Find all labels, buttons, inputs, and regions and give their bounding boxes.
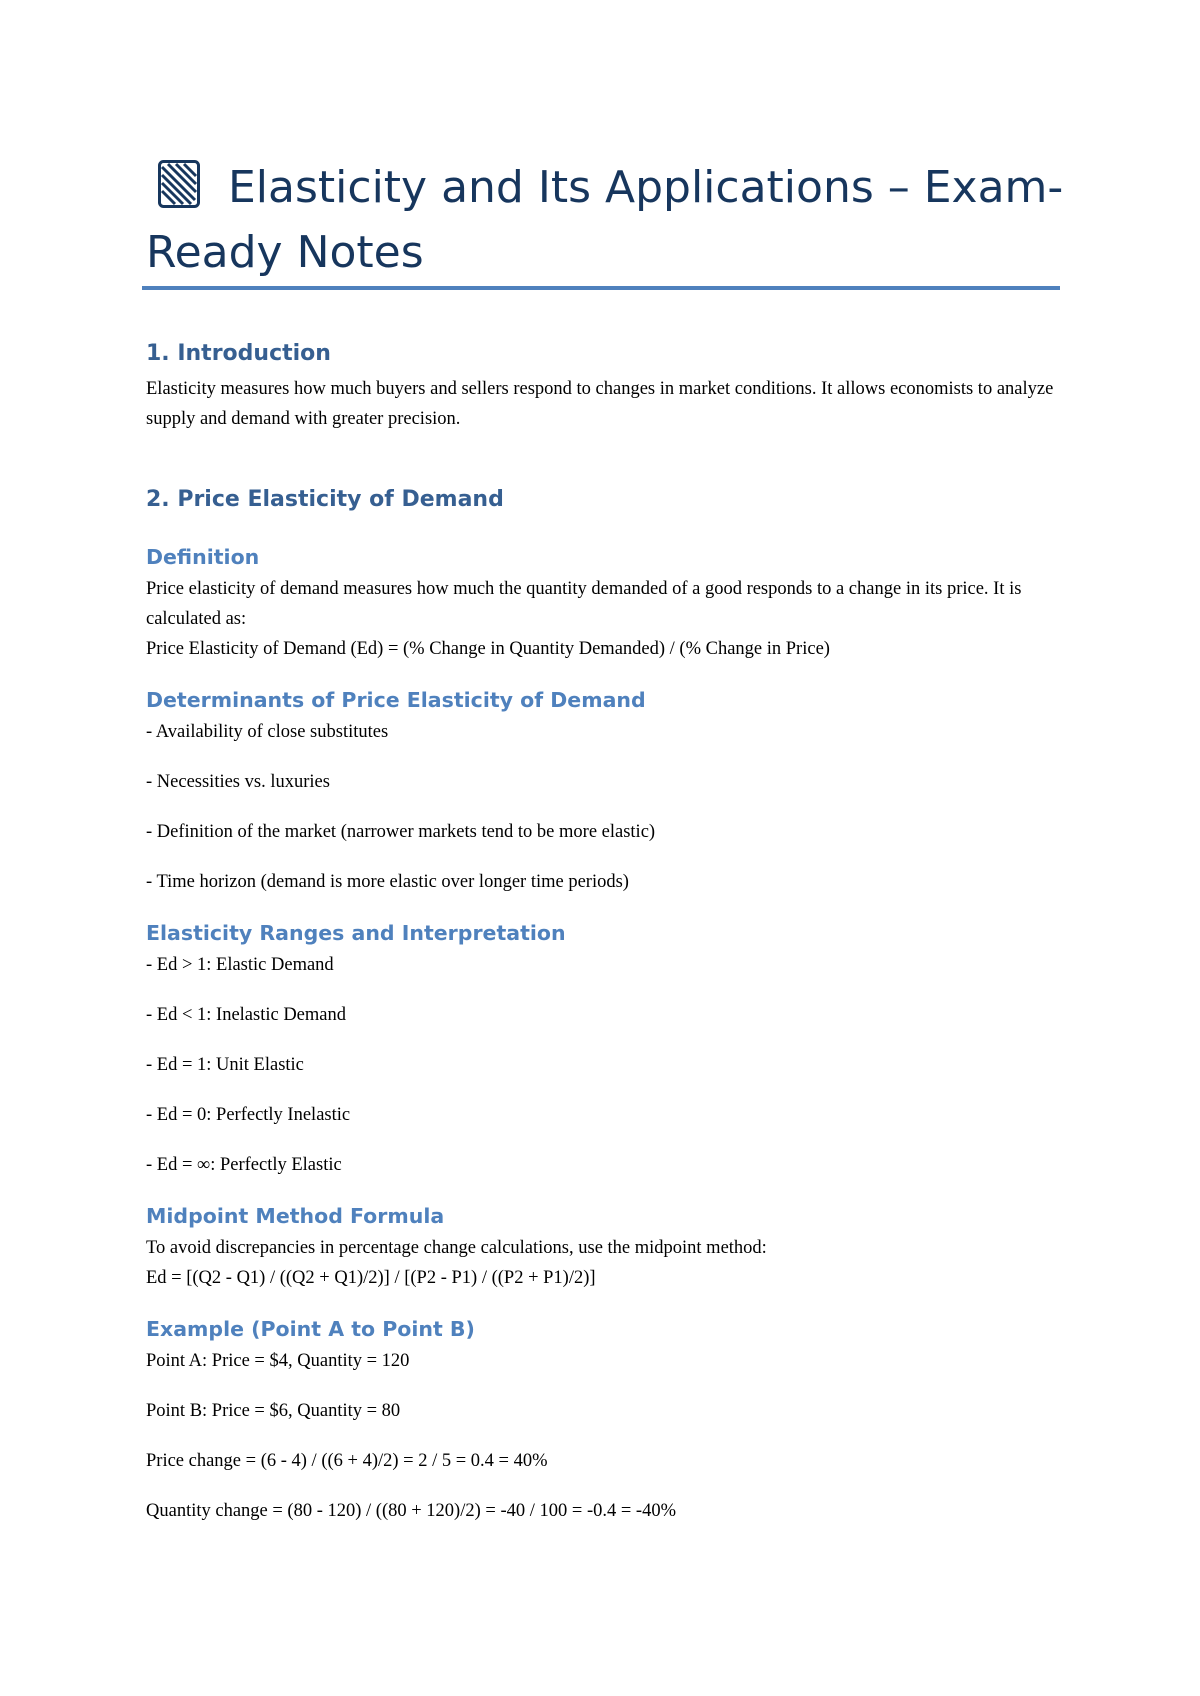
determinant-item: - Necessities vs. luxuries (146, 772, 330, 792)
notebook-icon (158, 160, 200, 208)
example-item: Point A: Price = $4, Quantity = 120 (146, 1351, 410, 1371)
definition-heading: Definition (146, 545, 260, 569)
example-item: Quantity change = (80 - 120) / ((80 + 120)/2) = -40 / 100 = -0.4 = -40% (146, 1501, 676, 1521)
range-item: - Ed < 1: Inelastic Demand (146, 1005, 346, 1025)
range-item: - Ed = 0: Perfectly Inelastic (146, 1105, 351, 1125)
determinant-item: - Definition of the market (narrower markets tend to be more elastic) (146, 822, 656, 842)
title-divider (142, 286, 1060, 290)
example-item: Point B: Price = $6, Quantity = 80 (146, 1401, 401, 1421)
definition-formula: Price Elasticity of Demand (Ed) = (% Change in Quantity Demanded) / (% Change in Price) (146, 639, 830, 659)
range-item: - Ed = 1: Unit Elastic (146, 1055, 304, 1075)
midpoint-formula: Ed = [(Q2 - Q1) / ((Q2 + Q1)/2)] / [(P2 - P1) / ((P2 + P1)/2)] (146, 1268, 596, 1288)
example-heading: Example (Point A to Point B) (146, 1317, 475, 1341)
document-title (146, 155, 1066, 285)
document-body (146, 336, 1066, 1526)
midpoint-paragraph: To avoid discrepancies in percentage change calculations, use the midpoint method: (146, 1238, 767, 1258)
determinant-item: - Availability of close substitutes (146, 722, 389, 742)
intro-paragraph: Elasticity measures how much buyers and sellers respond to changes in market conditions. It allows economists to analyze supply and demand with greater precision. (146, 379, 1054, 429)
example-item: Price change = (6 - 4) / ((6 + 4)/2) = 2 / 5 = 0.4 = 40% (146, 1451, 548, 1471)
document-title-text: Elasticity and Its Applications – Exam-Ready Notes (146, 162, 1064, 278)
midpoint-heading: Midpoint Method Formula (146, 1204, 445, 1228)
definition-paragraph: Price elasticity of demand measures how much the quantity demanded of a good responds to a change in its price. It is calculated as: (146, 579, 1022, 629)
range-item: - Ed > 1: Elastic Demand (146, 955, 334, 975)
range-item: - Ed = ∞: Perfectly Elastic (146, 1155, 342, 1175)
determinants-heading: Determinants of Price Elasticity of Demand (146, 688, 646, 712)
intro-heading: 1. Introduction (146, 341, 331, 366)
ped-heading: 2. Price Elasticity of Demand (146, 487, 504, 512)
ranges-heading: Elasticity Ranges and Interpretation (146, 921, 566, 945)
determinant-item: - Time horizon (demand is more elastic over longer time periods) (146, 872, 629, 892)
title-block (146, 155, 1066, 285)
